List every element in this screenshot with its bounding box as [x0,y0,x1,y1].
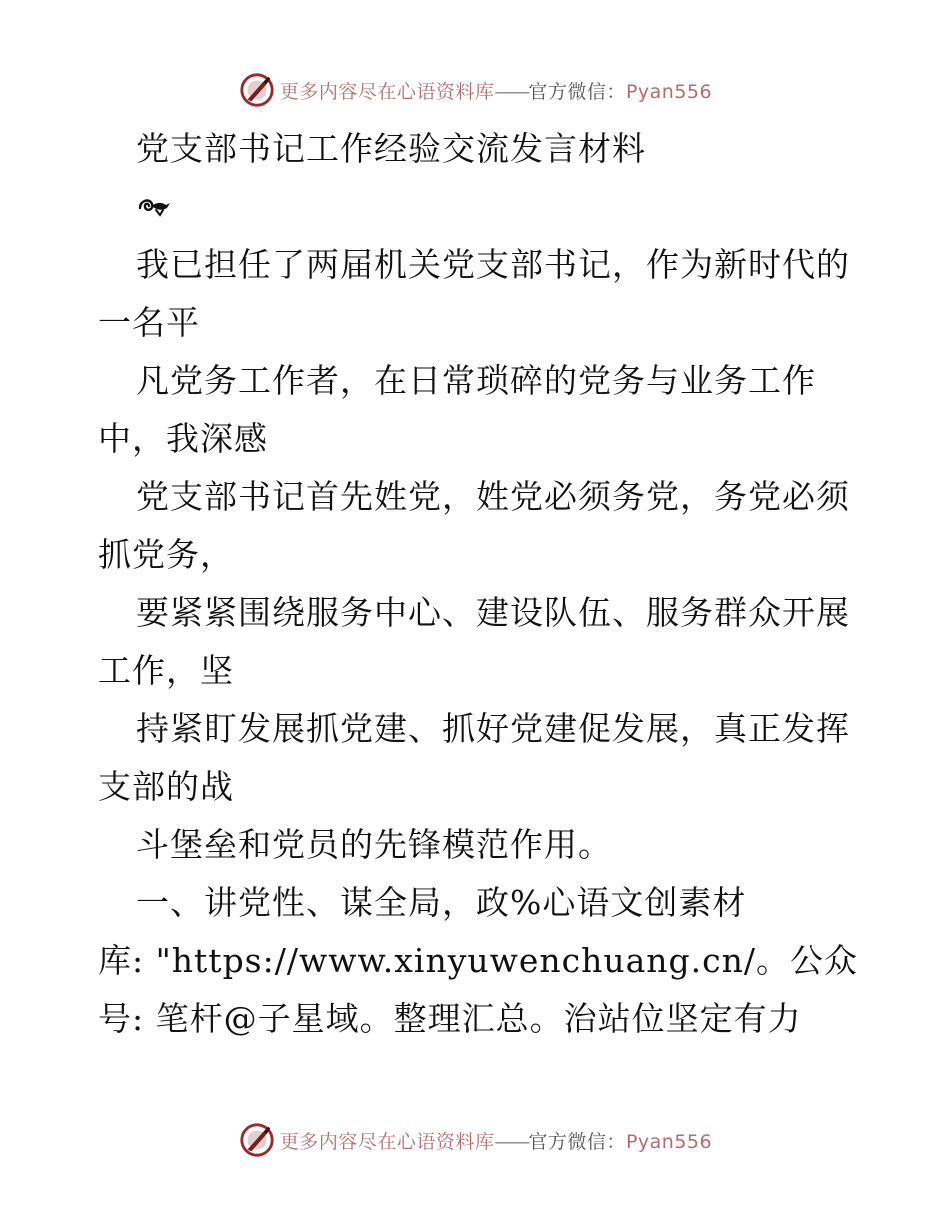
footer-watermark-banner [0,1118,950,1162]
brush-pen-logo-icon [238,1121,276,1159]
banner-wechat-id: Pyan556 [625,1130,713,1153]
text-line: 持紧盯发展抓党建、抓好党建促发展，真正发挥 [136,709,850,748]
banner-text [280,77,712,104]
text-line: 斗堡垒和党员的先锋模范作用。 [136,825,612,864]
text-line: 库: "https://www.xinyuwenchuang.cn/。公众 [98,941,859,980]
banner-dash: —— [494,1130,529,1153]
text-line: 党支部书记首先姓党，姓党必须务党，务党必须 [136,477,850,516]
header-watermark-banner [0,68,950,112]
text-line: 中，我深感 [98,419,268,458]
document-paragraphs [98,236,858,1048]
text-line: 凡党务工作者，在日常琐碎的党务与业务工作 [136,361,816,400]
text-line: 抓党务， [98,535,234,574]
banner-wechat-id: Pyan556 [625,80,713,103]
text-line: 我已担任了两届机关党支部书记，作为新时代的 [136,245,850,284]
brush-pen-logo-icon [238,71,276,109]
banner-site-name: 更多内容尽在心语资料库 [279,1130,495,1153]
banner-wechat-label: 官方微信： [528,1130,626,1153]
swirl-ornament-icon [136,194,172,218]
document-body [98,120,858,1048]
document-title: 党支部书记工作经验交流发言材料 [136,129,646,168]
banner-dash: —— [494,80,529,103]
banner-site-name: 更多内容尽在心语资料库 [279,80,495,103]
text-line: 要紧紧围绕服务中心、建设队伍、服务群众开展 [136,593,850,632]
banner-wechat-label: 官方微信： [528,80,626,103]
text-line: 一、讲党性、谋全局，政%心语文创素材 [136,883,747,922]
ornament-row [98,178,858,236]
text-line: 号: 笔杆@子星域。整理汇总。治站位坚定有力 [98,999,802,1038]
text-line: 支部的战 [98,767,234,806]
banner-text [280,1127,712,1154]
text-line: 一名平 [98,303,200,342]
text-line: 工作，坚 [98,651,234,690]
